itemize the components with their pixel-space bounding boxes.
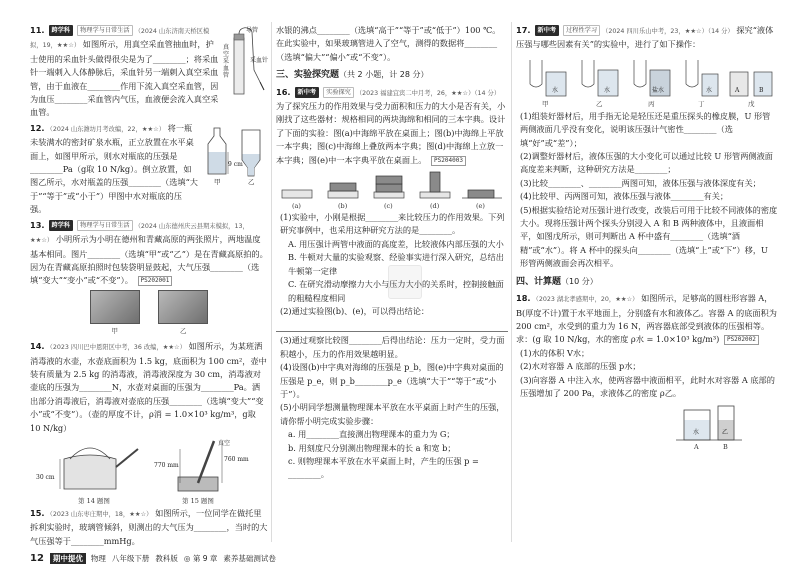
sub-question: (1)水的体积 V水； bbox=[520, 347, 590, 358]
footer-badge: 期中提优 bbox=[50, 553, 86, 564]
blood-collection-figure bbox=[220, 24, 268, 104]
middle-column bbox=[276, 24, 508, 484]
question-source: （2024 山东济南天桥区模拟，19，★★☆） bbox=[30, 28, 210, 50]
question-source: （2023 福建宜宾二中月考，26，★★☆）（14 分） bbox=[355, 89, 501, 97]
question-tag: 新中考 bbox=[535, 25, 560, 36]
answer-option: B. 牛顿对大量的实验观察、经验事实进行深入研究，总结出牛顿第一定律 bbox=[288, 252, 504, 276]
figure-caption: 戊 bbox=[748, 99, 755, 108]
sub-question: (3)比较________、________两图可知，液体压强与液体深度有关； bbox=[520, 177, 761, 188]
answer-option: C. 在研究滑动摩擦力大小与压力大小的关系时，控制接触面的粗糙程度相同 bbox=[288, 279, 504, 303]
sub-question: (5)小明同学想测量物理课本平放在水平桌面上时产生的压强，请你帮小明完成实验步骤： bbox=[280, 402, 505, 426]
resource-code: PS204003 bbox=[431, 156, 466, 166]
section-title: 三、实验探究题 bbox=[276, 70, 340, 81]
answer-line[interactable] bbox=[276, 320, 508, 332]
photo-figure bbox=[30, 290, 268, 338]
section-heading bbox=[516, 275, 778, 289]
footer-edition: 教科版 bbox=[155, 554, 178, 563]
section-heading bbox=[276, 68, 508, 82]
question-text: 探究“液体压强与哪些因素有关”的实验中，进行了如下操作： bbox=[516, 25, 774, 50]
question-text: 小明所示为小明在德州和青藏高原的两张照片，两地温度基本相同。图片________（选填“甲”或“乙”）是在青藏高原拍的。因为在青藏高原拍照时包装袋明显鼓起，大气压强________（选填“变大”“变小”或“不变”）。 bbox=[30, 234, 268, 286]
figure-caption: B bbox=[723, 443, 728, 452]
question-number: 16. bbox=[276, 86, 291, 97]
question-source: （2023 山东枣庄期中，18，★★☆） bbox=[46, 510, 153, 518]
photo-image bbox=[90, 290, 140, 324]
question-16 bbox=[276, 86, 508, 482]
sub-question: (2)通过实验图(b)、(e)，可以得出结论： bbox=[280, 305, 430, 316]
question-number: 17. bbox=[516, 25, 531, 35]
question-tag: 实验探究 bbox=[323, 87, 354, 98]
photo-image bbox=[158, 290, 208, 324]
question-17 bbox=[516, 24, 778, 271]
figure-caption: (d) bbox=[430, 202, 440, 211]
question-tag: 跨学科 bbox=[49, 25, 74, 36]
section-title: 四、计算题 bbox=[516, 276, 562, 287]
figure-label: 采血针 bbox=[250, 57, 269, 64]
question-11 bbox=[30, 24, 268, 120]
resource-code: PS202001 bbox=[138, 276, 173, 286]
bottle-figure bbox=[200, 124, 268, 184]
figure-label: 9 cm bbox=[228, 160, 243, 168]
containers-figure bbox=[516, 402, 778, 450]
question-source: （2024 山东潍坊月考改编，22，★★☆） bbox=[46, 125, 166, 133]
question-tag: 新中考 bbox=[295, 87, 320, 98]
figure-label: 乙 bbox=[248, 177, 255, 186]
question-text: 如图所示，为某班洒消毒液的水壶，水壶底面积为 1.5 kg，底面积为 100 cm²，壶中装有质量为 2.5 kg 的消毒液，消毒液深度为 30 cm，消毒液对壶底的压强为________N，水壶对桌面的压强为________Pa。洒出部分消毒液后，消毒液对壶底的压强________（选填“变大”“变小”或“不变”）。（壶的厚度不计，ρ消 = 1.0×10³ kg/m³，g取 10 N/kg） bbox=[30, 341, 267, 433]
figure-label: B bbox=[759, 86, 764, 94]
sub-question: (4)设图(b)中字典对海绵的压强是 p_b，图(e)中字典对桌面的压强是 p_e，则 p_b________p_e（选填“大于”“等于”或“小于”）。 bbox=[280, 362, 504, 399]
question-text: 如图所示，足够高的圆柱形容器 A，B(厚度不计)置于水平地面上，分别盛有水和液体乙。容器 A 的底面积为 200 cm²，水受到的重力为 16 N，两容器底部受到液体的压强相等。求：(g 取 10 N/kg，水的密度 ρ水 = 1.0×10³ kg/m³) bbox=[516, 293, 777, 345]
question-number: 15. bbox=[30, 507, 45, 518]
figure-caption: (b) bbox=[338, 202, 348, 211]
question-number: 14. bbox=[30, 341, 45, 352]
figure-caption: 甲 bbox=[542, 99, 549, 108]
figure-label: 水 bbox=[706, 86, 713, 94]
figure-label: 真空 bbox=[218, 439, 231, 447]
experiment-step: a. 用________直接测出物理课本的重力为 G； bbox=[288, 429, 455, 440]
question-number: 12. bbox=[30, 122, 45, 133]
figure-label: A bbox=[735, 86, 740, 94]
question-source: （2024 山东德州庆云县期末模拟，13，★★☆） bbox=[30, 222, 249, 245]
figure-label: 水 bbox=[693, 429, 700, 437]
experiment-step: c. 则物理课本平放在水平桌面上时，产生的压强 p = ________。 bbox=[288, 455, 479, 480]
figure-label: 30 cm bbox=[36, 473, 55, 481]
sub-question: (2)调整好器材后，液体压强的大小变化可以通过比较 U 形管两侧液面高度差来判断，这种研究方法是________； bbox=[520, 151, 773, 175]
figure-label: 水 bbox=[552, 86, 559, 94]
pressure-gauge-figure bbox=[516, 54, 778, 108]
sub-question: (1)实验中，小刚是根据________来比较压力的作用效果。下列研究事例中，也采用这种研究方法的是________。 bbox=[280, 212, 505, 236]
sub-question: (1)组装好器材后，用手指无论是轻压还是重压探头的橡皮膜，U 形管两侧液面几乎没有变化，说明该压强计气密性________（选填“好”或“差”）； bbox=[520, 110, 771, 148]
column-divider bbox=[511, 22, 512, 542]
figure-caption: 乙 bbox=[596, 99, 603, 108]
question-text: 如图所示，用真空采血管抽血时，护士使用的采血针头做得很尖是为了________；将采血针一端刺入人体静脉后，采血针另一端刺入真空采血管，由于血液在________作用下流入真空采血管，因为血压________采血管内气压，血液便会流入真空采血管。 bbox=[30, 39, 219, 118]
column-divider bbox=[271, 22, 272, 542]
right-column bbox=[516, 24, 778, 452]
question-tag: 物理学与日常生活 bbox=[77, 25, 133, 36]
question-source: （2023 湖北孝感期中，20，★★☆） bbox=[532, 296, 639, 304]
figure-label: 真空采血管 bbox=[223, 44, 230, 79]
figure-label: 甲 bbox=[214, 177, 221, 186]
page-number: 12 bbox=[30, 553, 44, 564]
question-tag: 跨学科 bbox=[49, 220, 74, 231]
section-note: （10 分） bbox=[561, 276, 598, 286]
footer-chapter: ◎ 第 9 章 bbox=[183, 554, 218, 563]
question-text: 水银的沸点________（选填“高于”“等于”或“低于”）100 ℃。在此实验中，如果玻璃管进入了空气，测得的数据将________（选填“偏大”“偏小”或“不变”）。 bbox=[276, 25, 501, 62]
footer-title: 素养基础测试卷 bbox=[223, 554, 276, 563]
figure-label: 导管 bbox=[246, 27, 259, 34]
question-text: 将一瓶未装满水的密封矿泉水瓶，正立放置在水平桌面上，如图甲所示，则水对瓶底的压强是________Pa（g取 10 N/kg）。倒立放置，如图乙所示，水对瓶盖的压强________（选填“大于”“等于”或“小于”）甲图中水对瓶底的压强。 bbox=[30, 122, 198, 215]
figure-label: 水 bbox=[604, 86, 611, 94]
question-text: 为了探究压力的作用效果与受力面积和压力的大小是否有关，小刚找了这些器材：规格相同的两块海绵和相同的三本字典。设计了下面的实验：图(a)中海绵平放在桌面上；图(b)中海绵上平放一本字典；图(c)中海绵上叠放两本字典；图(d)中海绵上立放一本字典；图(e)中一本字典平放在桌面上。 bbox=[276, 101, 506, 165]
figure-caption: 甲 bbox=[111, 326, 118, 335]
experiment-step: b. 用刻度尺分别测出物理课本的长 a 和宽 b； bbox=[288, 442, 456, 453]
question-text: 如图所示，一位同学在做托里拆利实验时，玻璃管倾斜，则测出的大气压为________，当时的大气压强等于________mmHg。 bbox=[30, 507, 268, 546]
figure-label: 乙 bbox=[722, 429, 729, 437]
question-12 bbox=[30, 122, 268, 217]
question-number: 11. bbox=[30, 25, 45, 35]
sub-question: (5)根据实验结论对压强计进行改变，改装后可用于比较不同液体的密度大小。现将压强计两个探头分别浸入 A 和 B 两种液体中，且液面相平，如图戊所示，则可判断出 A 杯中盛有________（选填“酒精”或“水”）。将 A 杯中的探头向________（选填“上”或“下”）移，U 形管两侧液面会再次相平。 bbox=[520, 204, 778, 269]
figure-caption: (c) bbox=[384, 202, 393, 211]
question-18 bbox=[516, 292, 778, 450]
left-column bbox=[30, 24, 268, 550]
question-tag: 过程性学习 bbox=[563, 25, 600, 36]
figure-caption: A bbox=[694, 443, 699, 452]
question-14 bbox=[30, 340, 268, 505]
question-source: （2024 四川乐山中考，23，★★☆）（14 分） bbox=[602, 28, 734, 35]
question-15 bbox=[30, 507, 268, 548]
section-note: （共 2 小题，计 28 分） bbox=[339, 70, 429, 80]
sub-question: (3)向容器 A 中注入水，使两容器中液面相平，此时水对容器 A 底部的压强增加了 200 Pa，求液体乙的密度 ρ乙。 bbox=[520, 374, 775, 398]
figure-label: 770 mm bbox=[154, 461, 179, 469]
footer-subject: 物理 bbox=[90, 554, 106, 563]
kettle-and-barometer-figure bbox=[30, 437, 268, 505]
resource-code: PS202002 bbox=[724, 335, 759, 345]
sponge-dictionary-figure bbox=[276, 170, 508, 210]
figure-caption: (e) bbox=[476, 202, 485, 211]
question-15-continued bbox=[276, 24, 508, 64]
question-source: （2023 四川巴中恩阳区中考，36 改编，★★☆） bbox=[46, 344, 186, 352]
figure-label: 760 mm bbox=[224, 455, 249, 463]
answer-option: A. 用压强计两管中液面的高度差，比较液体内部压强的大小 bbox=[288, 238, 504, 249]
figure-caption: 第 15 题图 bbox=[182, 496, 214, 505]
figure-label: 盐水 bbox=[652, 86, 665, 94]
figure-caption: 丙 bbox=[648, 99, 655, 108]
question-13 bbox=[30, 219, 268, 338]
figure-caption: (a) bbox=[292, 202, 301, 211]
question-number: 13. bbox=[30, 219, 45, 230]
question-tag: 物理学与日常生活 bbox=[77, 220, 133, 231]
page-footer bbox=[30, 552, 330, 566]
figure-caption: 丁 bbox=[698, 99, 705, 108]
sub-question: (3)通过观察比较图________后得出结论：压力一定时，受力面积越小，压力的作用效果越明显。 bbox=[280, 335, 505, 359]
footer-grade: 八年级下册 bbox=[111, 554, 150, 563]
figure-caption: 第 14 题图 bbox=[78, 496, 110, 505]
figure-caption: 乙 bbox=[180, 326, 187, 335]
sub-question: (2)水对容器 A 底部的压强 p水； bbox=[520, 361, 641, 372]
sub-question: (4)比较甲、丙两图可知，液体压强与液体________有关； bbox=[520, 191, 729, 202]
question-number: 18. bbox=[516, 293, 531, 304]
